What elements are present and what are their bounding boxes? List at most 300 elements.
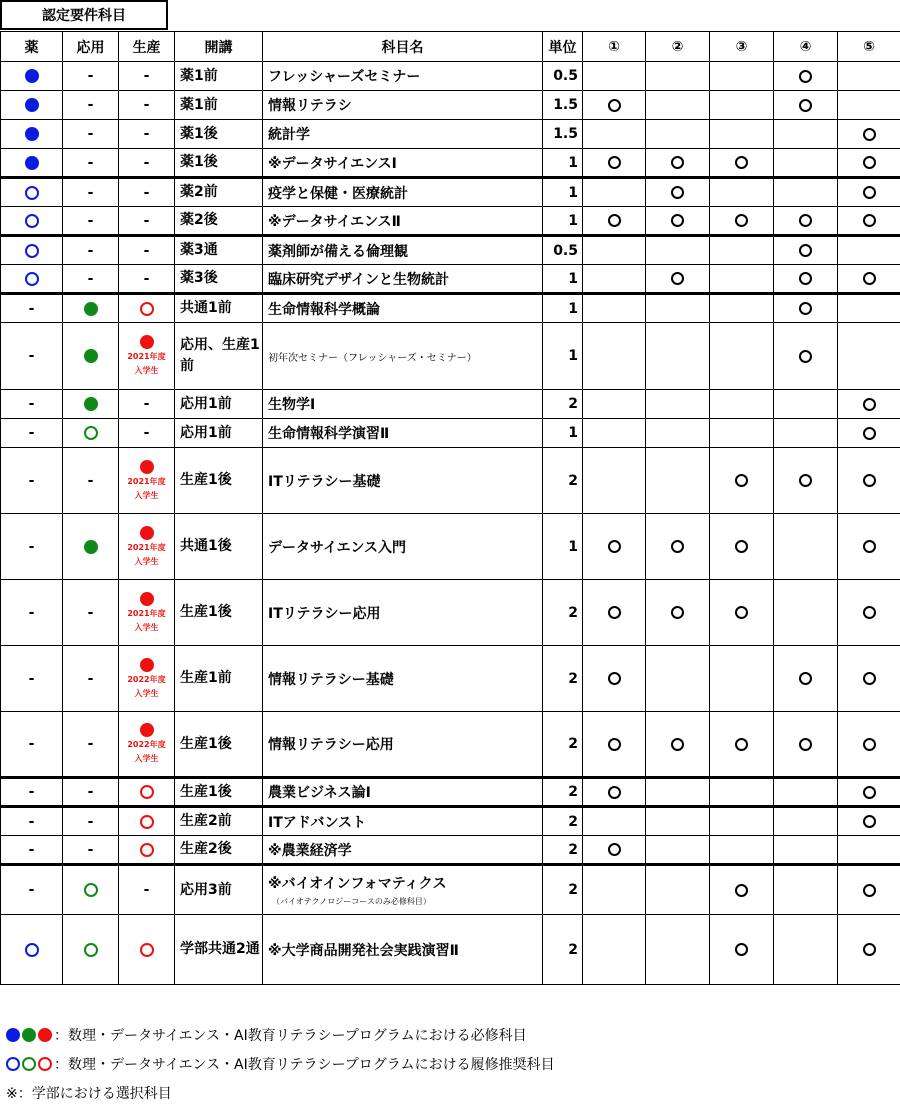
- criteria-cell-1: [583, 807, 646, 836]
- criteria-cell-2: [646, 448, 710, 514]
- offering-cell: 薬1前: [175, 62, 263, 91]
- criteria-cell-4: [774, 448, 838, 514]
- criteria-cell-4: [774, 91, 838, 120]
- black-ring-icon: [735, 943, 748, 956]
- units-cell: 2: [543, 865, 583, 915]
- dash-cell: -: [119, 265, 175, 294]
- course-name: ITリテラシー応用: [268, 606, 380, 622]
- mark-cell: [1, 236, 63, 265]
- criteria-cell-5: [838, 807, 900, 836]
- criteria-cell-1: [583, 778, 646, 807]
- black-ring-icon: [799, 738, 812, 751]
- dash-cell: -: [119, 207, 175, 236]
- criteria-cell-2: [646, 390, 710, 419]
- table-row: [1, 62, 900, 91]
- units-cell: 2: [543, 646, 583, 712]
- offering-cell: 生産1後: [175, 778, 263, 807]
- criteria-cell-3: [710, 448, 774, 514]
- black-ring-icon: [863, 128, 876, 141]
- criteria-cell-1: [583, 390, 646, 419]
- black-ring-icon: [608, 843, 621, 856]
- dash-cell: -: [1, 807, 63, 836]
- note-line: 2021年度: [119, 607, 174, 621]
- dash-cell: -: [119, 91, 175, 120]
- criteria-cell-3: [710, 514, 774, 580]
- criteria-cell-1: [583, 514, 646, 580]
- black-ring-icon: [671, 540, 684, 553]
- black-ring-icon: [799, 244, 812, 257]
- criteria-cell-2: [646, 294, 710, 323]
- dash-cell: -: [1, 646, 63, 712]
- criteria-cell-5: [838, 323, 900, 390]
- criteria-cell-5: [838, 265, 900, 294]
- offering-cell: 生産1後: [175, 448, 263, 514]
- header-c1: ①: [583, 32, 646, 62]
- green-filled-dot-icon: [84, 397, 98, 411]
- units-cell: 1: [543, 419, 583, 448]
- offering-cell: 生産1前: [175, 646, 263, 712]
- header-c4: ④: [774, 32, 838, 62]
- mark-cell: [1, 91, 63, 120]
- criteria-cell-2: [646, 807, 710, 836]
- table-row: [1, 294, 900, 323]
- black-ring-icon: [863, 786, 876, 799]
- units-cell: 2: [543, 778, 583, 807]
- criteria-cell-1: [583, 265, 646, 294]
- blue-ring-icon: [25, 214, 39, 228]
- table-row: [1, 207, 900, 236]
- blue-ring-icon: [25, 186, 39, 200]
- criteria-cell-2: [646, 323, 710, 390]
- course-name-cell: [263, 836, 543, 865]
- note-line: 2021年度: [119, 350, 174, 364]
- course-name: ※大学商品開発社会実践演習Ⅱ: [268, 943, 459, 959]
- dash-cell: -: [63, 91, 119, 120]
- criteria-cell-5: [838, 149, 900, 178]
- criteria-cell-5: [838, 91, 900, 120]
- black-ring-icon: [863, 738, 876, 751]
- black-ring-icon: [799, 350, 812, 363]
- criteria-cell-3: [710, 580, 774, 646]
- dash-cell: -: [1, 580, 63, 646]
- criteria-cell-3: [710, 836, 774, 865]
- course-name: 情報リテラシー応用: [268, 737, 394, 753]
- offering-cell: 応用1前: [175, 419, 263, 448]
- criteria-cell-4: [774, 712, 838, 778]
- table-row: [1, 390, 900, 419]
- criteria-cell-1: [583, 712, 646, 778]
- dash-cell: -: [1, 836, 63, 865]
- legend-elective: [6, 1078, 555, 1107]
- dash-cell: -: [63, 149, 119, 178]
- table-row: [1, 448, 900, 514]
- mark-cell: [1, 915, 63, 985]
- offering-cell: 薬1後: [175, 149, 263, 178]
- note-line: 2021年度: [119, 475, 174, 489]
- criteria-cell-3: [710, 91, 774, 120]
- course-name: 疫学と保健・医療統計: [268, 186, 408, 202]
- criteria-cell-3: [710, 178, 774, 207]
- table-row: [1, 323, 900, 390]
- green-filled-dot-icon: [22, 1028, 36, 1042]
- dash-cell: -: [63, 448, 119, 514]
- criteria-cell-1: [583, 294, 646, 323]
- note-line: 2022年度: [119, 738, 174, 752]
- course-name: 初年次セミナー（フレッシャーズ・セミナー）: [268, 353, 477, 364]
- offering-cell: 共通1後: [175, 514, 263, 580]
- green-ring-icon: [84, 883, 98, 897]
- units-cell: 1: [543, 149, 583, 178]
- course-name: 情報リテラシー基礎: [268, 672, 394, 688]
- criteria-cell-2: [646, 178, 710, 207]
- black-ring-icon: [608, 156, 621, 169]
- enrollment-year-note: [119, 541, 174, 569]
- red-filled-dot-icon: [38, 1028, 52, 1042]
- table-row: [1, 120, 900, 149]
- criteria-cell-2: [646, 865, 710, 915]
- criteria-cell-5: [838, 865, 900, 915]
- dash-cell: -: [63, 62, 119, 91]
- black-ring-icon: [799, 99, 812, 112]
- dash-cell: -: [63, 580, 119, 646]
- criteria-cell-5: [838, 646, 900, 712]
- note-line: 入学生: [119, 364, 174, 378]
- black-ring-icon: [671, 156, 684, 169]
- dash-cell: -: [119, 419, 175, 448]
- mark-cell: [1, 120, 63, 149]
- criteria-cell-3: [710, 120, 774, 149]
- course-name-cell: [263, 865, 543, 915]
- criteria-cell-3: [710, 915, 774, 985]
- criteria-cell-3: [710, 646, 774, 712]
- black-ring-icon: [863, 272, 876, 285]
- table-row: [1, 865, 900, 915]
- note-line: 入学生: [119, 621, 174, 635]
- note-line: 入学生: [119, 687, 174, 701]
- dash-cell: -: [63, 178, 119, 207]
- criteria-cell-4: [774, 778, 838, 807]
- criteria-cell-5: [838, 448, 900, 514]
- criteria-cell-1: [583, 836, 646, 865]
- enrollment-year-note: [119, 607, 174, 635]
- mark-cell: [119, 836, 175, 865]
- mark-cell: [1, 149, 63, 178]
- black-ring-icon: [863, 398, 876, 411]
- dash-cell: -: [63, 207, 119, 236]
- course-name-cell: [263, 323, 543, 390]
- blue-ring-icon: [6, 1057, 20, 1071]
- mark-cell: [119, 915, 175, 985]
- units-cell: 2: [543, 836, 583, 865]
- red-ring-icon: [140, 815, 154, 829]
- criteria-cell-1: [583, 915, 646, 985]
- blue-ring-icon: [25, 272, 39, 286]
- criteria-cell-2: [646, 149, 710, 178]
- mark-cell: [119, 323, 175, 390]
- course-name-cell: [263, 236, 543, 265]
- course-name-cell: [263, 448, 543, 514]
- legend-recommended: [6, 1049, 555, 1078]
- criteria-cell-4: [774, 580, 838, 646]
- course-name: ※データサイエンスⅡ: [268, 214, 401, 230]
- criteria-cell-1: [583, 865, 646, 915]
- table-row: [1, 149, 900, 178]
- black-ring-icon: [735, 606, 748, 619]
- units-cell: 1: [543, 207, 583, 236]
- dash-cell: -: [63, 836, 119, 865]
- legend: [6, 1020, 555, 1107]
- table-row: [1, 178, 900, 207]
- criteria-cell-2: [646, 62, 710, 91]
- course-name: 生命情報科学概論: [268, 302, 380, 318]
- black-ring-icon: [608, 738, 621, 751]
- black-ring-icon: [671, 214, 684, 227]
- criteria-cell-1: [583, 62, 646, 91]
- black-ring-icon: [608, 99, 621, 112]
- course-name: ITアドバンスト: [268, 815, 366, 831]
- table-row: [1, 646, 900, 712]
- criteria-cell-5: [838, 120, 900, 149]
- criteria-cell-3: [710, 865, 774, 915]
- criteria-cell-2: [646, 712, 710, 778]
- criteria-cell-2: [646, 514, 710, 580]
- black-ring-icon: [863, 884, 876, 897]
- units-cell: 0.5: [543, 236, 583, 265]
- mark-cell: [63, 514, 119, 580]
- black-ring-icon: [799, 672, 812, 685]
- black-ring-icon: [863, 427, 876, 440]
- course-name-cell: [263, 390, 543, 419]
- header-tani: 単位: [543, 32, 583, 62]
- criteria-cell-1: [583, 149, 646, 178]
- criteria-cell-5: [838, 712, 900, 778]
- mark-cell: [1, 265, 63, 294]
- blue-ring-icon: [25, 943, 39, 957]
- criteria-cell-2: [646, 646, 710, 712]
- requirements-table: [0, 31, 900, 985]
- offering-cell: 生産2後: [175, 836, 263, 865]
- dash-cell: -: [1, 448, 63, 514]
- criteria-cell-3: [710, 62, 774, 91]
- dash-cell: -: [119, 236, 175, 265]
- note-line: 入学生: [119, 752, 174, 766]
- green-filled-dot-icon: [84, 540, 98, 554]
- blue-filled-dot-icon: [25, 127, 39, 141]
- course-name: データサイエンス入門: [268, 540, 406, 556]
- criteria-cell-2: [646, 120, 710, 149]
- criteria-cell-1: [583, 646, 646, 712]
- dash-cell: -: [63, 778, 119, 807]
- units-cell: 2: [543, 807, 583, 836]
- criteria-cell-4: [774, 178, 838, 207]
- black-ring-icon: [608, 606, 621, 619]
- offering-cell: 薬1後: [175, 120, 263, 149]
- offering-cell: 薬3後: [175, 265, 263, 294]
- criteria-cell-2: [646, 419, 710, 448]
- course-name-cell: [263, 807, 543, 836]
- criteria-cell-2: [646, 778, 710, 807]
- criteria-cell-4: [774, 865, 838, 915]
- criteria-cell-3: [710, 236, 774, 265]
- mark-cell: [63, 294, 119, 323]
- black-ring-icon: [735, 156, 748, 169]
- table-row: [1, 514, 900, 580]
- criteria-cell-5: [838, 207, 900, 236]
- dash-cell: -: [1, 323, 63, 390]
- dash-cell: -: [63, 236, 119, 265]
- criteria-cell-3: [710, 712, 774, 778]
- dash-cell: -: [1, 419, 63, 448]
- criteria-cell-3: [710, 807, 774, 836]
- black-ring-icon: [671, 186, 684, 199]
- criteria-cell-3: [710, 778, 774, 807]
- criteria-cell-2: [646, 836, 710, 865]
- black-ring-icon: [735, 214, 748, 227]
- dash-cell: -: [63, 807, 119, 836]
- criteria-cell-4: [774, 323, 838, 390]
- mark-cell: [119, 294, 175, 323]
- legend-required: [6, 1020, 555, 1049]
- table-row: [1, 836, 900, 865]
- offering-cell: 応用1前: [175, 390, 263, 419]
- mark-cell: [119, 712, 175, 778]
- course-name: ITリテラシー基礎: [268, 474, 380, 490]
- black-ring-icon: [608, 540, 621, 553]
- criteria-cell-1: [583, 207, 646, 236]
- black-ring-icon: [799, 214, 812, 227]
- course-name: ※バイオインフォマティクス: [268, 876, 447, 892]
- criteria-cell-5: [838, 915, 900, 985]
- black-ring-icon: [608, 214, 621, 227]
- header-c2: ②: [646, 32, 710, 62]
- units-cell: 1: [543, 265, 583, 294]
- enrollment-year-note: [119, 738, 174, 766]
- course-name: ※データサイエンスⅠ: [268, 156, 397, 172]
- green-ring-icon: [22, 1057, 36, 1071]
- criteria-cell-4: [774, 419, 838, 448]
- blue-ring-icon: [25, 244, 39, 258]
- table-row: [1, 915, 900, 985]
- criteria-cell-1: [583, 236, 646, 265]
- mark-cell: [119, 448, 175, 514]
- criteria-cell-5: [838, 62, 900, 91]
- black-ring-icon: [863, 186, 876, 199]
- offering-cell: 薬3通: [175, 236, 263, 265]
- course-name-cell: [263, 712, 543, 778]
- black-ring-icon: [799, 70, 812, 83]
- black-ring-icon: [799, 272, 812, 285]
- dash-cell: -: [119, 120, 175, 149]
- course-name-cell: [263, 514, 543, 580]
- black-ring-icon: [735, 540, 748, 553]
- enrollment-year-note: [119, 475, 174, 503]
- blue-filled-dot-icon: [25, 156, 39, 170]
- header-c3: ③: [710, 32, 774, 62]
- header-kaikou: 開講: [175, 32, 263, 62]
- black-ring-icon: [863, 815, 876, 828]
- dash-cell: -: [1, 514, 63, 580]
- course-name-cell: [263, 207, 543, 236]
- criteria-cell-3: [710, 294, 774, 323]
- criteria-cell-4: [774, 807, 838, 836]
- header-yaku: 薬: [1, 32, 63, 62]
- red-filled-dot-icon: [140, 335, 154, 349]
- course-name-cell: [263, 915, 543, 985]
- criteria-cell-5: [838, 514, 900, 580]
- mark-cell: [63, 915, 119, 985]
- criteria-cell-4: [774, 836, 838, 865]
- units-cell: 2: [543, 915, 583, 985]
- units-cell: 1.5: [543, 91, 583, 120]
- offering-cell: 薬1前: [175, 91, 263, 120]
- course-name-cell: [263, 294, 543, 323]
- dash-cell: -: [119, 149, 175, 178]
- mark-cell: [63, 419, 119, 448]
- criteria-cell-4: [774, 236, 838, 265]
- black-ring-icon: [863, 672, 876, 685]
- criteria-cell-5: [838, 419, 900, 448]
- table-row: [1, 580, 900, 646]
- dash-cell: -: [1, 294, 63, 323]
- red-ring-icon: [140, 843, 154, 857]
- criteria-cell-4: [774, 390, 838, 419]
- offering-cell: 薬2前: [175, 178, 263, 207]
- criteria-cell-1: [583, 448, 646, 514]
- criteria-cell-2: [646, 580, 710, 646]
- mark-cell: [63, 865, 119, 915]
- criteria-cell-3: [710, 323, 774, 390]
- criteria-cell-4: [774, 514, 838, 580]
- course-note: （バイオテクノロジーコースのみ必修科目）: [272, 896, 542, 907]
- table-row: [1, 236, 900, 265]
- black-ring-icon: [863, 156, 876, 169]
- mark-cell: [1, 62, 63, 91]
- red-filled-dot-icon: [140, 658, 154, 672]
- blue-filled-dot-icon: [25, 98, 39, 112]
- table-row: [1, 91, 900, 120]
- enrollment-year-note: [119, 673, 174, 701]
- note-line: 入学生: [119, 555, 174, 569]
- units-cell: 2: [543, 580, 583, 646]
- criteria-cell-4: [774, 294, 838, 323]
- black-ring-icon: [863, 606, 876, 619]
- mark-cell: [119, 514, 175, 580]
- table-title: 認定要件科目: [0, 0, 168, 30]
- offering-cell: 共通1前: [175, 294, 263, 323]
- table-row: [1, 807, 900, 836]
- course-name-cell: [263, 646, 543, 712]
- black-ring-icon: [863, 474, 876, 487]
- criteria-cell-5: [838, 390, 900, 419]
- criteria-cell-1: [583, 580, 646, 646]
- criteria-cell-2: [646, 236, 710, 265]
- course-name: 農業ビジネス論Ⅰ: [268, 785, 371, 801]
- units-cell: 2: [543, 712, 583, 778]
- units-cell: 2: [543, 448, 583, 514]
- criteria-cell-5: [838, 778, 900, 807]
- dash-cell: -: [119, 390, 175, 419]
- criteria-cell-5: [838, 236, 900, 265]
- red-filled-dot-icon: [140, 723, 154, 737]
- criteria-cell-2: [646, 265, 710, 294]
- dash-cell: -: [119, 865, 175, 915]
- offering-cell: 応用、生産1前: [175, 323, 263, 390]
- units-cell: 0.5: [543, 62, 583, 91]
- criteria-cell-2: [646, 91, 710, 120]
- red-filled-dot-icon: [140, 592, 154, 606]
- units-cell: 1.5: [543, 120, 583, 149]
- table-row: [1, 419, 900, 448]
